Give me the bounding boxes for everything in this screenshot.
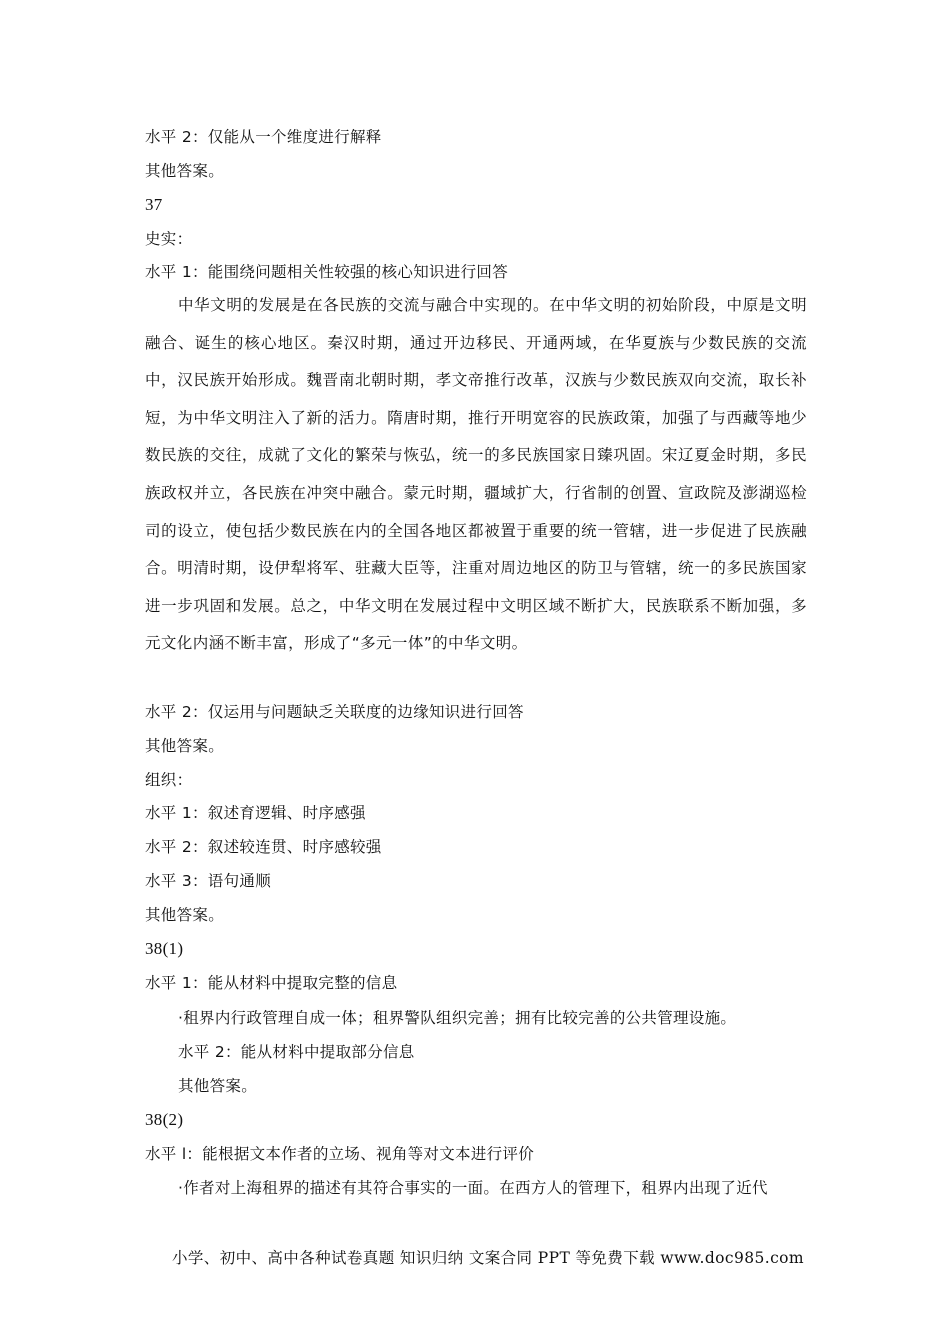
text-line: 其他答案。 xyxy=(178,1077,258,1095)
section-heading: 组织： xyxy=(145,771,193,789)
paragraph-text: 中华文明的发展是在各民族的交流与融合中实现的。在中华文明的初始阶段，中原是文明融合、诞生的核心地区。秦汉时期，通过开边移民、开通两域，在华夏族与少数民族的交流中，汉民族开始形成。魏晋南北朝时期，孝文帝推行改革，汉族与少数民族双向交流，取长补短，为中华文明注入了新的活力。隋唐时期，推行开明宽容的民族政策，加强了与西藏等地少数民族的交往，成就了文化的繁荣与恢弘，统一的多民族国家日臻巩固。宋辽夏金时期，多民族政权并立，各民族在冲突中融合。蒙元时期，疆域扩大，行省制的创置、宣政院及澎湖巡检司的设立，使包括少数民族在内的全国各地区都被置于重要的统一管辖，进一步促进了民族融合。明清时期，设伊犁将军、驻藏大臣等，注重对周边地区的防卫与管辖，统一的多民族国家进一步巩固和发展。总之，中华文明在发展过程中文明区域不断扩大，民族联系不断加强，多元文化内涵不断丰富，形成了“多元一体”的中华文明。 xyxy=(145,296,807,653)
text-line: 水平 1：能围绕问题相关性较强的核心知识进行回答 xyxy=(145,263,508,281)
text-line: 水平 1：能从材料中提取完整的信息 xyxy=(145,974,398,992)
text-line: ·租界内行政管理自成一体；租界警队组织完善；拥有比较完善的公共管理设施。 xyxy=(178,1009,737,1027)
text-line: 水平 3：语句通顺 xyxy=(145,872,271,890)
text-line: ·作者对上海租界的描述有其符合事实的一面。在西方人的管理下，租界内出现了近代 xyxy=(178,1179,768,1197)
page-footer: 小学、初中、高中各种试卷真题 知识归纳 文案合同 PPT 等免费下载 www.doc985.com xyxy=(172,1249,804,1267)
answer-paragraph xyxy=(145,287,807,663)
text-line: 水平 2：能从材料中提取部分信息 xyxy=(178,1043,415,1061)
question-number: 38(1) xyxy=(145,939,184,958)
text-line: 水平 2：仅能从一个维度进行解释 xyxy=(145,128,382,146)
text-line: 水平 1：叙述育逻辑、时序感强 xyxy=(145,804,366,822)
question-number: 37 xyxy=(145,195,163,214)
text-line: 水平 l：能根据文本作者的立场、视角等对文本进行评价 xyxy=(145,1145,535,1163)
section-heading: 史实： xyxy=(145,230,193,248)
text-line: 其他答案。 xyxy=(145,162,225,180)
text-line: 其他答案。 xyxy=(145,737,225,755)
question-number: 38(2) xyxy=(145,1110,184,1129)
text-line: 水平 2：仅运用与问题缺乏关联度的边缘知识进行回答 xyxy=(145,703,524,721)
text-line: 水平 2：叙述较连贯、时序感较强 xyxy=(145,838,382,856)
text-line: 其他答案。 xyxy=(145,906,225,924)
